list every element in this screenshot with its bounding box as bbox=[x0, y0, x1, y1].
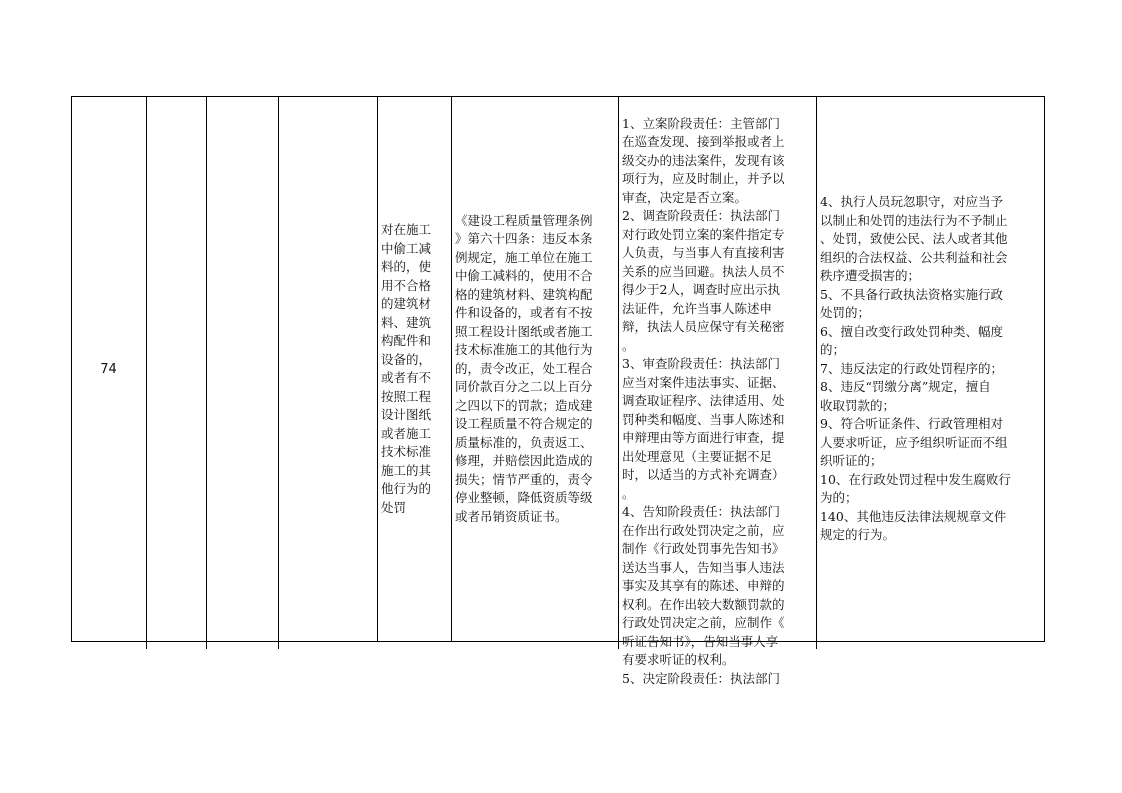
accountability-cell bbox=[818, 96, 1043, 642]
row-number bbox=[71, 96, 146, 642]
column-divider bbox=[206, 96, 207, 649]
column-divider bbox=[816, 96, 817, 649]
legal-basis-text: 《建设工程质量管理条例 》第六十四条：违反本条 例规定，施工单位在施工 中偷工减料的，使用不合 格的建筑材料、建筑构配 件和设备的，或者有不按 照工程设计图纸或者施工 技术标准施工的其他行为 的，责令改正，处工程合 同价款百分之二以上百分 之四以下的罚款；造成建 设工程质量不符合规定的 质量标准的，负责返工、 修理，并赔偿因此造成的 损失；情节严重的，责令 停业整顿，降低资质等级 或者吊销资质证书。 bbox=[455, 212, 593, 524]
row-number-text: 74 bbox=[100, 361, 117, 377]
empty-cell-col3 bbox=[208, 96, 276, 642]
column-divider bbox=[146, 96, 147, 649]
responsibility-cell bbox=[620, 96, 816, 686]
item-name-cell bbox=[379, 96, 451, 642]
column-divider bbox=[451, 96, 452, 642]
column-divider bbox=[278, 96, 279, 649]
item-name-text: 对在施工 中偷工减 料的，使 用不合格 的建筑材 料、建筑 构配件和 设备的， 或者有不 按照工程 设计图纸 或者施工 技术标准 施工的其 他行为的 处罚 bbox=[381, 222, 432, 515]
responsibility-text: 1、立案阶段责任：主管部门 在巡查发现、接到举报或者上 级交办的违法案件，发现有该 项行为，应及时制止，并予以 审查，决定是否立案。 2、调查阶段责任：执法部门 对行政处罚立案的案件指定专 人负责，与当事人有直接利害 关系的应当回避。执法人员不 得少于2人，调查时应出示执 法证件，允许当事人陈述申 辩，执法人员应保守有关秘密 。 3、审查阶段责任：执法部门 应当对案件违法事实、证据、 调查取证程序、法律适用、处 罚种类和幅度、当事人陈述和 申辩理由等方面进行审查，提 出处理意见（主要证据不足 时，以适当的方式补充调查） 。 4、告知阶段责任：执法部门 在作出行政处罚决定之前，应 制作《行政处罚事先告知书》 送达当事人，告知当事人违法 事实及其享有的陈述、申辩的 权利。在作出较大数额罚款的 行政处罚决定之前，应制作《 听证告知书》，告知当事人享 有要求听证的权利。 5、决定阶段责任：执法部门 bbox=[622, 115, 785, 686]
empty-cell-col2 bbox=[148, 96, 204, 642]
column-divider bbox=[618, 96, 619, 649]
accountability-text: 4、执行人员玩忽职守，对应当予 以制止和处罚的违法行为不予制止 、处罚，致使公民、法人或者其他 组织的合法权益、公共利益和社会 秩序遭受损害的； 5、不具备行政执法资格实施行政 处罚的； 6、擅自改变行政处罚种类、幅度 的； 7、违反法定的行政处罚程序的； 8、违反“罚缴分离”规定，擅自 收取罚款的； 9、符合听证条件、行政管理相对 人要求听证，应予组织听证而不组 织听证的； 10、在行政处罚过程中发生腐败行 为的； 140、其他违反法律法规规章文件 规定的行为。 bbox=[820, 194, 1011, 543]
legal-basis-cell bbox=[453, 96, 618, 642]
empty-cell-col4 bbox=[280, 96, 375, 642]
column-divider bbox=[377, 96, 378, 642]
